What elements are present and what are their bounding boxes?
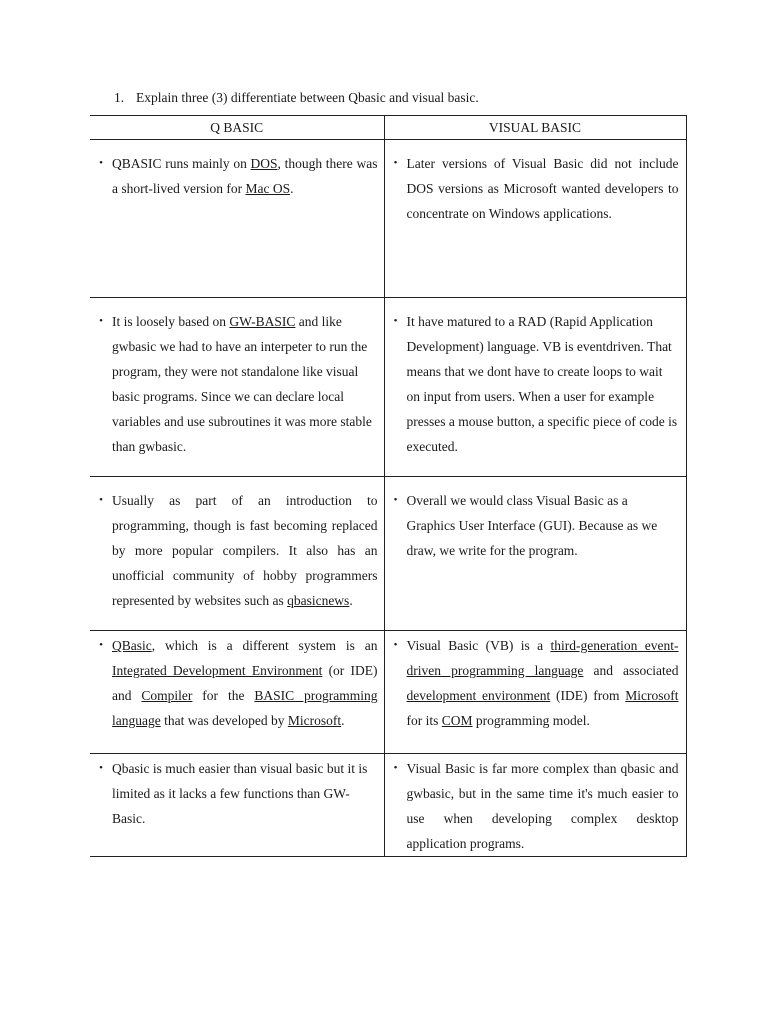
cell-vb (384, 631, 686, 754)
cell-qbasic (90, 754, 384, 857)
cell-vb (384, 477, 686, 631)
table-row (90, 298, 686, 477)
bullet-icon: • (99, 639, 103, 651)
text-segment: programming model. (472, 713, 590, 728)
text-segment: Overall we would class Visual Basic as a Graphics User Interface (GUI). Because as we draw, we write for the program. (406, 493, 658, 558)
table-row (90, 754, 686, 857)
text-segment: . (341, 713, 345, 728)
bullet-icon: • (99, 762, 103, 774)
linked-term: development environment (406, 688, 551, 703)
linked-term: DOS (250, 156, 278, 171)
vb-text (407, 633, 679, 733)
linked-term: Microsoft (287, 713, 342, 728)
cell-qbasic (90, 631, 384, 754)
text-segment: , though there was a short-lived version for (112, 156, 378, 196)
qbasic-text (112, 151, 378, 201)
text-segment: (IDE) from (550, 688, 626, 703)
cell-qbasic (90, 140, 384, 298)
text-segment: It have matured to a RAD (Rapid Application Development) language. VB is eventdriven. That means that we dont have to create loops to wait on input from users. When a user for example presses a mouse button, a specific piece of code is executed. (406, 314, 678, 454)
qbasic-text (112, 756, 378, 831)
table-row (90, 140, 686, 298)
bullet-icon: • (99, 315, 103, 327)
question-line (114, 88, 479, 108)
text-segment: . (349, 593, 353, 608)
qbasic-text (112, 633, 378, 733)
text-segment: for the (192, 688, 255, 703)
text-segment: Qbasic is much easier than visual basic but it is limited as it lacks a few functions than GW-Basic. (112, 761, 368, 826)
text-segment: , which is a different system is an (151, 638, 378, 653)
header-visual-basic: VISUAL BASIC (384, 116, 686, 140)
linked-term: GW-BASIC (229, 314, 296, 329)
linked-term: COM (441, 713, 473, 728)
header-qbasic: Q BASIC (90, 116, 384, 140)
qbasic-text (112, 488, 378, 613)
bullet-icon: • (393, 315, 398, 327)
text-segment: for its (406, 713, 442, 728)
linked-term: qbasicnews (287, 593, 350, 608)
linked-term: BASIC programming language (112, 688, 378, 728)
question-number: 1. (114, 90, 125, 105)
text-segment: that was developed by (160, 713, 288, 728)
qbasic-text (112, 309, 378, 459)
linked-term: QBasic (112, 638, 152, 653)
vb-text (407, 756, 679, 856)
comparison-table (90, 115, 687, 857)
cell-vb (384, 298, 686, 477)
vb-text (407, 151, 679, 226)
cell-qbasic (90, 477, 384, 631)
text-segment: Visual Basic (VB) is a (406, 638, 551, 653)
linked-term: Integrated Development Environment (112, 663, 323, 678)
bullet-icon: • (393, 639, 398, 651)
cell-vb (384, 140, 686, 298)
table-row (90, 477, 686, 631)
linked-term: third-generation event-driven programming language (406, 638, 679, 678)
bullet-icon: • (393, 157, 398, 169)
text-segment: and like gwbasic we had to have an interpeter to run the program, they were not standalone like visual basic programs. Since we can declare local variables and use subroutines it was more stable than gwbasic. (112, 314, 372, 454)
vb-text (407, 309, 679, 459)
bullet-icon: • (393, 762, 398, 774)
bullet-icon: • (99, 494, 103, 506)
text-segment: It is loosely based on (112, 314, 230, 329)
bullet-icon: • (393, 494, 398, 506)
cell-qbasic (90, 298, 384, 477)
cell-vb (384, 754, 686, 857)
text-segment: (or IDE) and (112, 663, 378, 703)
linked-term: Microsoft (625, 688, 679, 703)
table-header-row (90, 116, 686, 140)
text-segment: . (290, 181, 294, 196)
text-segment: QBASIC runs mainly on (112, 156, 251, 171)
text-segment: Visual Basic is far more complex than qbasic and gwbasic, but in the same time it's much easier to use when developing complex desktop application programs. (406, 761, 679, 851)
question-text: Explain three (3) differentiate between Qbasic and visual basic. (136, 90, 479, 105)
linked-term: Compiler (141, 688, 193, 703)
text-segment: Later versions of Visual Basic did not include DOS versions as Microsoft wanted developers to concentrate on Windows applications. (406, 156, 679, 221)
table-row (90, 631, 686, 754)
bullet-icon: • (99, 157, 103, 169)
text-segment: Usually as part of an introduction to programming, though is fast becoming replaced by more popular compilers. It also has an unofficial community of hobby programmers represented by websites such as (112, 493, 378, 608)
vb-text (407, 488, 679, 563)
text-segment: and associated (583, 663, 679, 678)
linked-term: Mac OS (245, 181, 291, 196)
